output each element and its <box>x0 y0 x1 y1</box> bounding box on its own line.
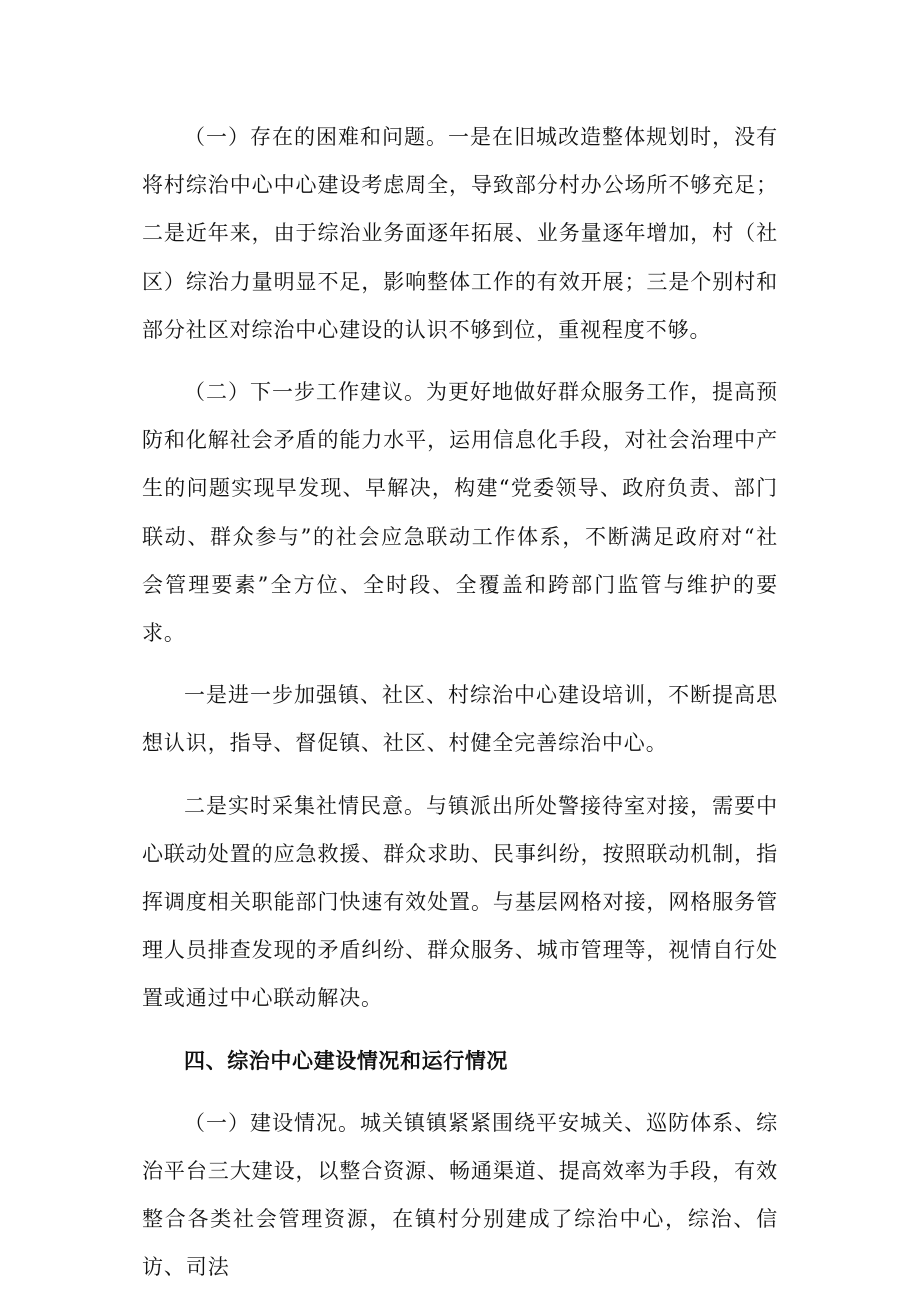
section-heading-four: 四、综治中心建设情况和运行情况 <box>184 1048 508 1073</box>
document-page <box>142 113 778 1306</box>
paragraph-point-one: 一是进一步加强镇、社区、村综治中心建设培训，不断提高思想认识，指导、督促镇、社区、村健全完善综治中心。 <box>142 683 778 756</box>
paragraph-difficulties: （一）存在的困难和问题。一是在旧城改造整体规划时，没有将村综治中心中心建设考虑周全，导致部分村办公场所不够充足；二是近年来，由于综治业务面逐年拓展、业务量逐年增加，村（社区）综治力量明显不足，影响整体工作的有效开展；三是个别村和部分社区对综治中心建设的认识不够到位，重视程度不够。 <box>142 125 778 342</box>
paragraph-construction: （一）建设情况。城关镇镇紧紧围绕平安城关、巡防体系、综治平台三大建设，以整合资源、畅通渠道、提高效率为手段，有效整合各类社会管理资源，在镇村分别建成了综治中心，综治、信访、司法 <box>142 1110 778 1280</box>
paragraph-next-steps: （二）下一步工作建议。为更好地做好群众服务工作，提高预防和化解社会矛盾的能力水平，运用信息化手段，对社会治理中产生的问题实现早发现、早解决，构建“党委领导、政府负责、部门联动、群众参与”的社会应急联动工作体系，不断满足政府对“社会管理要素”全方位、全时段、全覆盖和跨部门监管与维护的要求。 <box>142 380 778 646</box>
paragraph-point-two: 二是实时采集社情民意。与镇派出所处警接待室对接，需要中心联动处置的应急救援、群众求助、民事纠纷，按照联动机制，指挥调度相关职能部门快速有效处置。与基层网格对接，网格服务管理人员排查发现的矛盾纠纷、群众服务、城市管理等，视情自行处置或通过中心联动解决。 <box>142 793 778 1011</box>
